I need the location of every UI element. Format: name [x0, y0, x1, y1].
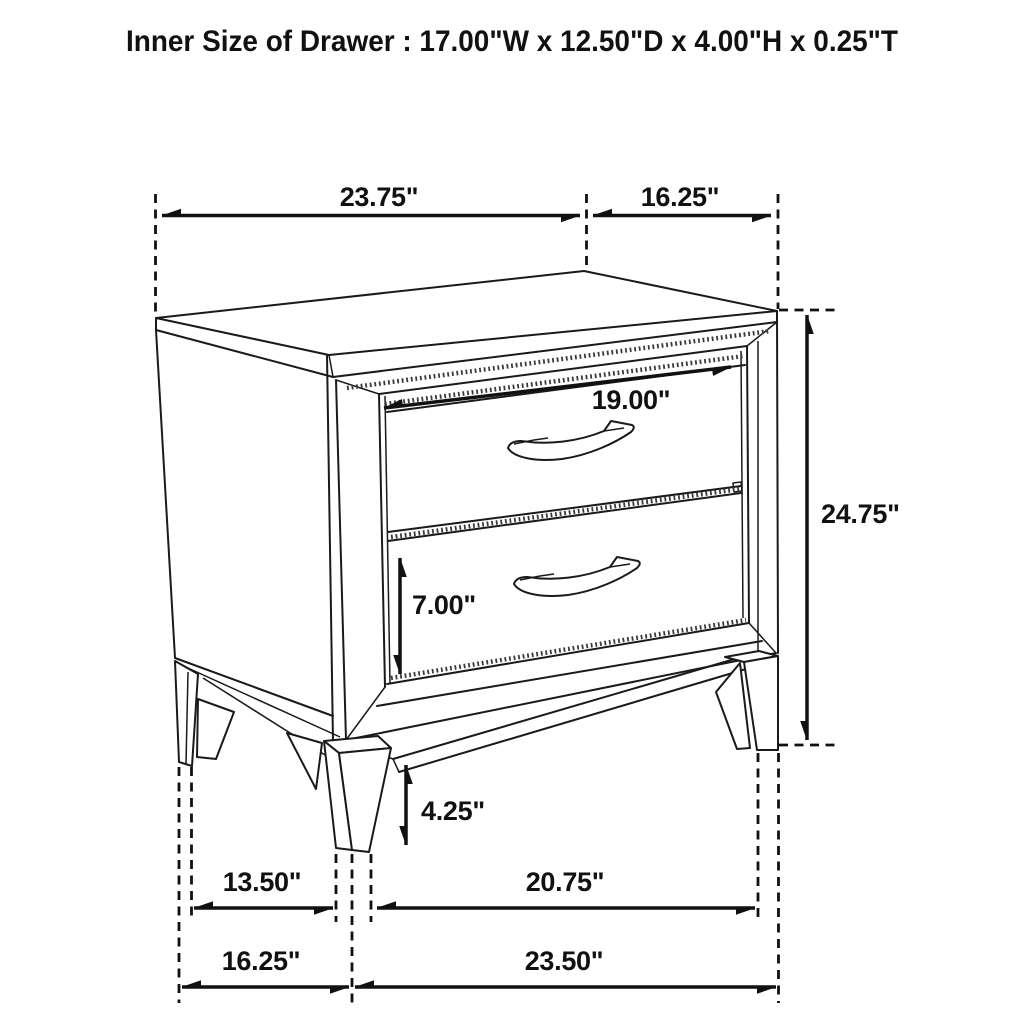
dim-label-top-depth: 16.25"	[640, 182, 720, 212]
dim-label-base-width: 23.50"	[524, 946, 604, 976]
dim-label-drawer-inner-width: 19.00"	[591, 385, 671, 415]
nightstand-drawing	[156, 271, 778, 852]
dim-label-front-leg-spacing: 20.75"	[525, 867, 605, 897]
opening-right-edge	[747, 346, 749, 622]
miter-bottom-right	[749, 623, 776, 653]
front-apron-top	[393, 658, 738, 759]
dim-label-overall-height: 24.75"	[821, 499, 900, 529]
drawer1-handle	[508, 421, 634, 460]
drawer2-handle	[514, 557, 640, 596]
opening-bottom-edge	[387, 623, 749, 684]
dim-label-leg-height: 4.25"	[421, 796, 485, 826]
dim-overall-height	[807, 315, 900, 740]
frame-left-stile	[336, 380, 346, 740]
dim-leg-height	[406, 765, 485, 845]
dim-drawer-inner-width	[384, 367, 731, 415]
opening-left-edge	[379, 394, 385, 687]
dim-top-depth	[593, 182, 771, 216]
front-left-leg-wing	[287, 733, 322, 789]
dim-top-width	[162, 182, 580, 216]
divider-top-edge	[388, 486, 741, 532]
page-title: Inner Size of Drawer : 17.00"W x 12.50"D x 4.00"H x 0.25"T	[126, 25, 898, 58]
dim-label-bottom-drawer-height: 7.00"	[412, 590, 476, 620]
hatch-divider	[391, 489, 740, 537]
dim-label-base-depth: 16.25"	[221, 946, 301, 976]
dim-base-depth	[182, 946, 349, 987]
front-apron-bottom	[399, 669, 746, 772]
dim-front-leg-spacing	[377, 867, 755, 908]
top-slab-corner	[329, 355, 333, 377]
front-apron-left-end	[393, 759, 399, 772]
divider-bottom-edge	[388, 493, 741, 541]
dim-label-top-width: 23.75"	[339, 182, 419, 212]
dim-label-side-leg-spacing: 13.50"	[222, 867, 302, 897]
dim-base-width	[355, 946, 776, 987]
miter-bottom-left	[346, 687, 385, 740]
cabinet-right-edge	[777, 311, 778, 653]
side-panel-edges	[156, 330, 333, 716]
top-face	[156, 271, 777, 355]
back-left-leg-wing	[197, 699, 234, 759]
dim-bottom-drawer-height	[400, 558, 476, 674]
dim-side-leg-spacing	[194, 867, 333, 908]
side-panel-front-edge	[327, 355, 333, 742]
